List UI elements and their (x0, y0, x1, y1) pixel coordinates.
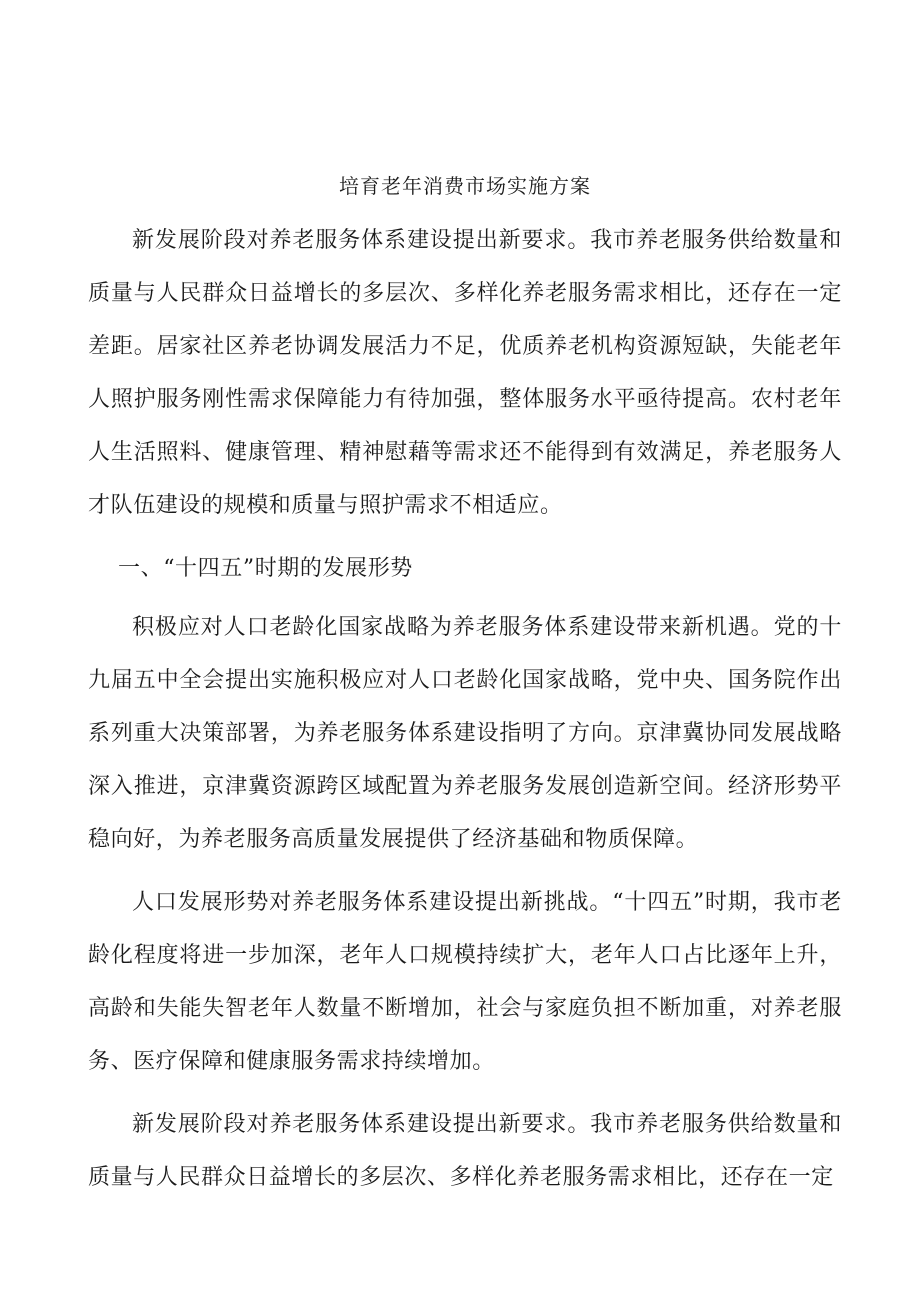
document-body (88, 170, 842, 1214)
document-title: 培育老年消费市场实施方案 (339, 174, 591, 198)
paragraph-opportunities: 积极应对人口老龄化国家战略为养老服务体系建设带来新机遇。党的十九届五中全会提出实施积极应对人口老龄化国家战略，党中央、国务院作出系列重大决策部署，为养老服务体系建设指明了方向。京津冀协同发展战略深入推进，京津冀资源跨区域配置为养老服务发展创造新空间。经济形势平稳向好，为养老服务高质量发展提供了经济基础和物质保障。 (88, 615, 842, 852)
section-heading-development-situation: 一、“十四五”时期的发展形势 (118, 556, 413, 581)
paragraph-challenges: 人口发展形势对养老服务体系建设提出新挑战。“十四五”时期，我市老龄化程度将进一步加深，老年人口规模持续扩大，老年人口占比逐年上升，高龄和失能失智老年人数量不断增加，社会与家庭负担不断加重，对养老服务、医疗保障和健康服务需求持续增加。 (88, 890, 842, 1074)
paragraph-requirements-intro: 新发展阶段对养老服务体系建设提出新要求。我市养老服务供给数量和质量与人民群众日益增长的多层次、多样化养老服务需求相比，还存在一定差距。居家社区养老协调发展活力不足，优质养老机构资源短缺，失能老年人照护服务刚性需求保障能力有待加强，整体服务水平亟待提高。农村老年人生活照料、健康管理、精神慰藉等需求还不能得到有效满足，养老服务人才队伍建设的规模和质量与照护需求不相适应。 (88, 228, 842, 518)
paragraph-requirements-repeat: 新发展阶段对养老服务体系建设提出新要求。我市养老服务供给数量和质量与人民群众日益增长的多层次、多样化养老服务需求相比，还存在一定 (88, 1112, 842, 1190)
